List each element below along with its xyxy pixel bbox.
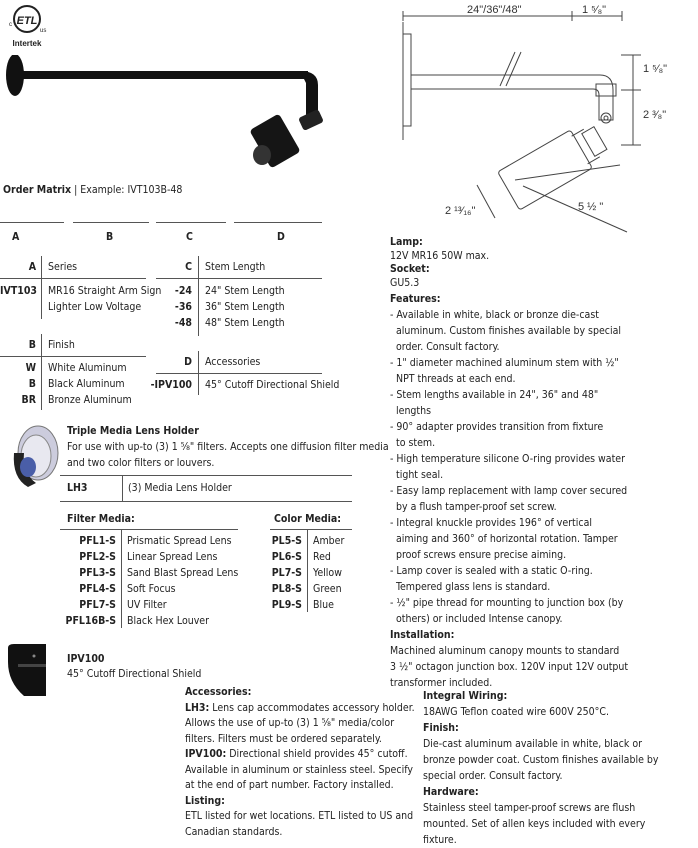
filter-desc: Linear Spread Lens bbox=[127, 551, 218, 563]
filter-desc: Soft Focus bbox=[127, 583, 176, 595]
finish-code: W bbox=[25, 362, 36, 374]
feature-line: - Easy lamp replacement with lamp cover secured bbox=[390, 485, 628, 497]
finish-code: BR bbox=[21, 394, 36, 406]
product-photo bbox=[0, 55, 330, 175]
etl-logo bbox=[6, 4, 48, 48]
features-heading: Features: bbox=[390, 293, 441, 305]
hardware-line: fixture. bbox=[423, 834, 457, 846]
order-matrix-heading bbox=[3, 183, 182, 199]
svg-text:1 ⁵⁄₈": 1 ⁵⁄₈" bbox=[582, 4, 607, 16]
series-desc-2: Lighter Low Voltage bbox=[48, 301, 142, 313]
feature-line: - ½" pipe thread for mounting to junction box (by bbox=[390, 597, 624, 609]
finish-line: bronze powder coat. Custom finishes available by bbox=[423, 754, 659, 766]
lh3-line: Lens cap accommodates accessory holder. bbox=[212, 701, 415, 714]
filter-code: PFL16B-S bbox=[65, 615, 116, 627]
accessories-notes bbox=[185, 685, 415, 840]
finish-heading: Finish: bbox=[423, 722, 459, 734]
install-heading: Installation: bbox=[390, 629, 455, 641]
filter-code: PFL2-S bbox=[79, 551, 116, 563]
stem-key: C bbox=[185, 261, 192, 273]
finish-line: special order. Consult factory. bbox=[423, 770, 563, 782]
stem-code: -24 bbox=[174, 285, 192, 297]
specs-lower bbox=[423, 688, 658, 848]
feature-line: tight seal. bbox=[390, 469, 444, 481]
specs-column bbox=[390, 234, 628, 691]
accessories-title: Accessories: bbox=[185, 686, 252, 698]
svg-text:24"/36"/48": 24"/36"/48" bbox=[467, 4, 522, 16]
lens-holder-photo bbox=[6, 423, 62, 493]
finish-desc: Black Aluminum bbox=[48, 378, 125, 390]
ipv-line: Available in aluminum or stainless steel. Specify bbox=[185, 763, 413, 776]
finish-label: Finish bbox=[48, 339, 75, 351]
feature-line: order. Consult factory. bbox=[390, 341, 500, 353]
hardware-line: Stainless steel tamper-proof screws are flush bbox=[423, 802, 636, 814]
color-code: PL9-S bbox=[271, 599, 302, 611]
feature-line: lengths bbox=[390, 405, 432, 417]
svg-text:5 ½ ": 5 ½ " bbox=[578, 201, 604, 213]
filter-code: PFL7-S bbox=[79, 599, 116, 611]
acc-desc: 45° Cutoff Directional Shield bbox=[205, 379, 340, 391]
hardware-line: mounted. Set of allen keys included with every bbox=[423, 818, 646, 830]
finish-key: B bbox=[28, 339, 36, 351]
ipv100-photo bbox=[4, 642, 52, 698]
lens-title: Triple Media Lens Holder bbox=[67, 425, 199, 437]
lens-desc-2: and two color filters or louvers. bbox=[67, 457, 215, 469]
wiring-value: 18AWG Teflon coated wire 600V 250°C. bbox=[423, 706, 610, 718]
color-desc: Yellow bbox=[313, 567, 342, 579]
color-desc: Green bbox=[313, 583, 342, 595]
ipv-desc: 45° Cutoff Directional Shield bbox=[67, 668, 202, 680]
feature-line: proof screws ensure precise aiming. bbox=[390, 549, 567, 561]
stem-code: -36 bbox=[174, 301, 192, 313]
finish-desc: Bronze Aluminum bbox=[48, 394, 132, 406]
feature-line: - Integral knuckle provides 196° of vertical bbox=[390, 517, 592, 529]
col-c: C bbox=[186, 231, 193, 243]
lamp-heading: Lamp: bbox=[390, 236, 423, 248]
feature-line: Tempered glass lens is standard. bbox=[390, 581, 551, 593]
listing-heading: Listing: bbox=[185, 794, 225, 807]
filter-desc: Sand Blast Spread Lens bbox=[127, 567, 239, 579]
svg-text:2 ³⁄₈": 2 ³⁄₈" bbox=[643, 109, 667, 121]
ipv-heading: IPV100: bbox=[185, 748, 227, 760]
wiring-heading: Integral Wiring: bbox=[423, 690, 508, 702]
feature-line: to stem. bbox=[390, 437, 436, 449]
socket-value: GU5.3 bbox=[390, 277, 420, 289]
svg-text:c: c bbox=[9, 22, 12, 28]
stem-label: Stem Length bbox=[205, 261, 266, 273]
col-a: A bbox=[12, 231, 20, 243]
lens-desc-1: For use with up-to (3) 1 ⁵⁄₈" filters. Accepts one diffusion filter media bbox=[67, 441, 389, 453]
feature-line: others) or included Intense canopy. bbox=[390, 613, 563, 625]
color-title: Color Media: bbox=[274, 513, 342, 525]
stem-code: -48 bbox=[174, 317, 192, 329]
svg-text:us: us bbox=[40, 28, 47, 34]
finish-desc: White Aluminum bbox=[48, 362, 127, 374]
series-code: IVT103 bbox=[0, 285, 37, 297]
series-desc-1: MR16 Straight Arm Sign bbox=[48, 285, 162, 297]
feature-line: - 90° adapter provides transition from fixture bbox=[390, 421, 604, 433]
ipv-line: at the end of part number. Factory installed. bbox=[185, 779, 394, 791]
feature-line: - Available in white, black or bronze die-cast bbox=[390, 309, 599, 321]
stem-desc: 48" Stem Length bbox=[205, 317, 285, 329]
color-desc: Amber bbox=[313, 535, 345, 547]
filter-title: Filter Media: bbox=[67, 513, 135, 525]
feature-line: - High temperature silicone O-ring provides water bbox=[390, 453, 625, 465]
order-matrix-title: Order Matrix bbox=[3, 184, 72, 196]
feature-line: by a flush tamper-proof set screw. bbox=[390, 501, 557, 513]
feature-line: - 1" diameter machined aluminum stem with ½" bbox=[390, 357, 619, 369]
feature-line: aluminum. Custom finishes available by special bbox=[390, 325, 621, 337]
filter-desc: Black Hex Louver bbox=[127, 615, 210, 627]
filter-desc: Prismatic Spread Lens bbox=[127, 535, 232, 547]
lh3-line: filters. Filters must be ordered separately. bbox=[185, 732, 382, 745]
color-desc: Blue bbox=[313, 599, 334, 611]
acc-label: Accessories bbox=[205, 356, 261, 368]
feature-line: - Lamp cover is sealed with a static O-ring. bbox=[390, 565, 593, 577]
series-label: Series bbox=[48, 261, 78, 273]
lamp-value: 12V MR16 50W max. bbox=[390, 250, 490, 262]
color-code: PL5-S bbox=[271, 535, 302, 547]
svg-text:ETL: ETL bbox=[16, 15, 38, 27]
acc-key: D bbox=[184, 356, 192, 368]
install-line: 3 ½" octagon junction box. 120V input 12V output bbox=[390, 661, 629, 673]
filter-code: PFL4-S bbox=[79, 583, 116, 595]
intertek-label: Intertek bbox=[12, 39, 42, 48]
col-d: D bbox=[277, 231, 285, 243]
feature-line: aiming and 360° of horizontal rotation. Tamper bbox=[390, 533, 618, 545]
ipv-code: IPV100 bbox=[67, 653, 105, 665]
etl-mark-icon bbox=[6, 4, 48, 36]
svg-text:1 ⁵⁄₈": 1 ⁵⁄₈" bbox=[643, 63, 668, 75]
lens-code: LH3 bbox=[67, 482, 88, 494]
lens-label: (3) Media Lens Holder bbox=[128, 482, 232, 494]
series-key: A bbox=[28, 261, 36, 273]
color-code: PL8-S bbox=[271, 583, 302, 595]
stem-desc: 36" Stem Length bbox=[205, 301, 285, 313]
feature-line: - Stem lengths available in 24", 36" and 48" bbox=[390, 389, 599, 401]
filter-code: PFL3-S bbox=[79, 567, 116, 579]
col-b: B bbox=[106, 231, 114, 243]
listing-line: Canadian standards. bbox=[185, 825, 283, 838]
finish-line: Die-cast aluminum available in white, black or bbox=[423, 738, 642, 750]
ipv-line: Directional shield provides 45° cutoff. bbox=[229, 748, 408, 760]
install-line: Machined aluminum canopy mounts to standard bbox=[390, 645, 620, 657]
acc-code: -IPV100 bbox=[150, 379, 192, 391]
color-code: PL6-S bbox=[271, 551, 302, 563]
filter-desc: UV Filter bbox=[127, 599, 167, 611]
dimension-drawing bbox=[395, 0, 698, 235]
lh3-line: Allows the use of up-to (3) 1 ⁵⁄₈" media/color bbox=[185, 717, 395, 729]
install-line: transformer included. bbox=[390, 677, 493, 689]
svg-text:2 ¹³⁄₁₆": 2 ¹³⁄₁₆" bbox=[445, 205, 476, 217]
color-desc: Red bbox=[313, 551, 331, 563]
color-code: PL7-S bbox=[271, 567, 302, 579]
lh3-heading: LH3: bbox=[185, 701, 210, 714]
hardware-heading: Hardware: bbox=[423, 786, 479, 798]
order-example: | Example: IVT103B-48 bbox=[74, 184, 183, 196]
finish-code: B bbox=[28, 378, 36, 390]
socket-heading: Socket: bbox=[390, 263, 430, 275]
listing-line: ETL listed for wet locations. ETL listed to US and bbox=[185, 810, 414, 822]
features-list bbox=[390, 307, 628, 627]
feature-line: NPT threads at each end. bbox=[390, 373, 516, 385]
filter-code: PFL1-S bbox=[79, 535, 116, 547]
stem-desc: 24" Stem Length bbox=[205, 285, 285, 297]
